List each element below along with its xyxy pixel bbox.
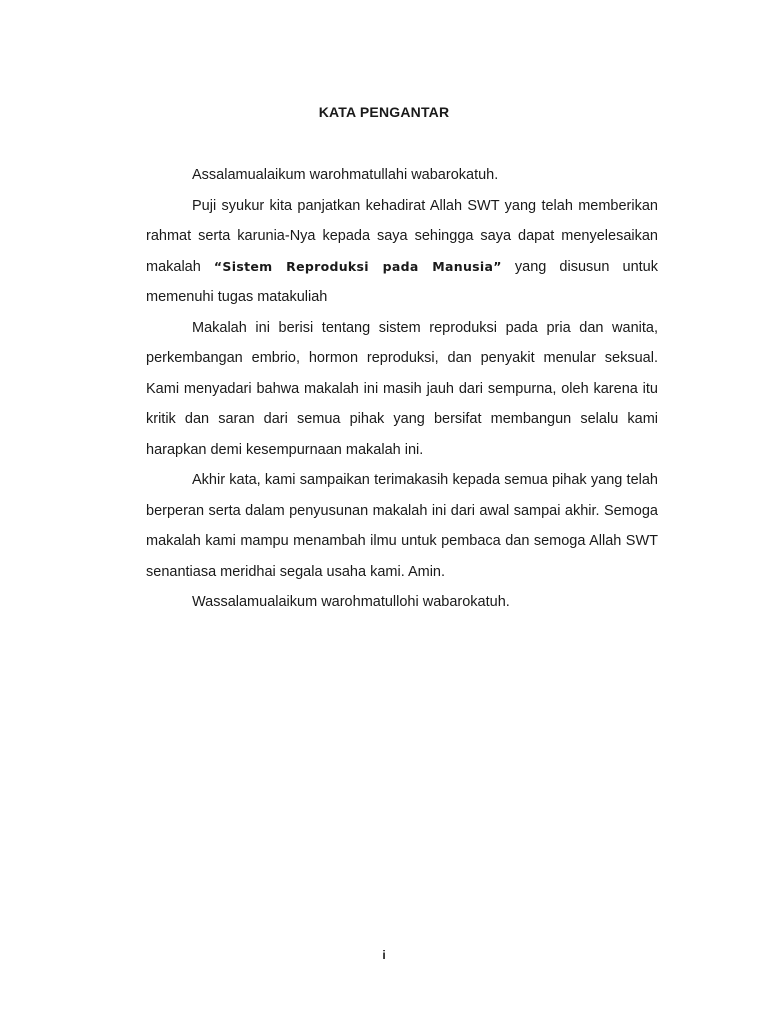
document-body — [146, 160, 658, 618]
paragraph-gratitude — [146, 191, 658, 313]
paper-title-emphasis: “Sistem Reproduksi pada Manusia” — [213, 258, 502, 274]
paragraph-gratitude-text-start: Puji syukur kita panjatkan kehadirat Allah SWT yang telah memberikan rahmat serta karunia-Nya kepada saya sehingga saya dapat menyelesaikan makalah — [146, 197, 658, 275]
page-number: i — [382, 948, 386, 962]
page-title: KATA PENGANTAR — [318, 104, 450, 120]
paragraph-content-summary: Makalah ini berisi tentang sistem reproduksi pada pria dan wanita, perkembangan embrio, hormon reproduksi, dan penyakit menular seksual. Kami menyadari bahwa makalah ini masih jauh dari sempurna, oleh karena itu kritik dan saran dari semua pihak yang bersifat membangun selalu kami harapkan demi kesempurnaan makalah ini. — [146, 319, 658, 458]
greeting-paragraph: Assalamualaikum warohmatullahi wabarokatuh. — [192, 167, 499, 183]
paragraph-thanks: Akhir kata, kami sampaikan terimakasih kepada semua pihak yang telah berperan serta dalam penyusunan makalah ini dari awal sampai akhir. Semoga makalah kami mampu menambah ilmu untuk pembaca dan semoga Allah SWT senantiasa meridhai segala usaha kami. Amin. — [146, 472, 658, 580]
closing-paragraph: Wassalamualaikum warohmatullohi wabarokatuh. — [192, 594, 510, 610]
paragraph-gratitude-text-end: yang disusun untuk memenuhi tugas matakuliah — [146, 258, 658, 305]
